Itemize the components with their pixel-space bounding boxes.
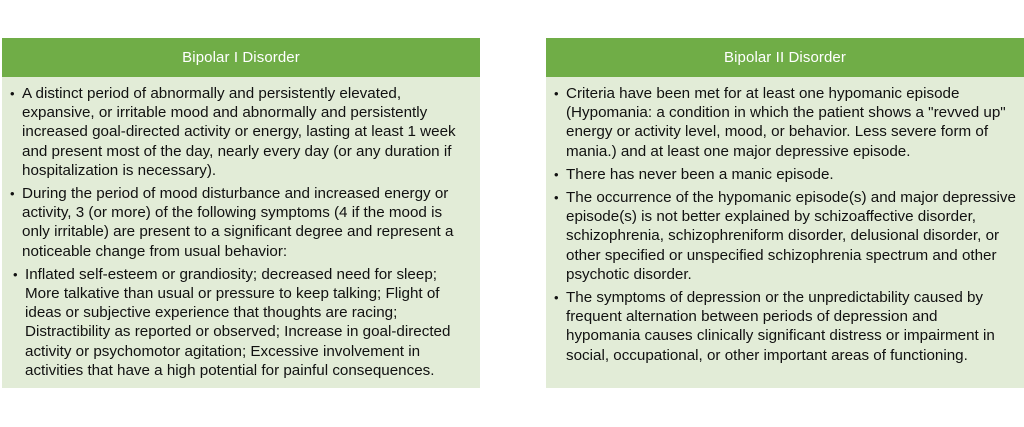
bullet-icon: • <box>554 86 559 101</box>
sub-list-item <box>13 265 472 380</box>
list-item-text: There has never been a manic episode. <box>566 165 834 183</box>
bullet-icon: • <box>554 166 559 182</box>
list-item-text: Criteria have been met for at least one hypomanic episode (Hypomania: a condition in which the patient shows a "revved up" energy or activity level, mood, or behavior. Less severe form of mania.) and at least one major depressive episode. <box>566 85 1006 160</box>
list-item <box>554 84 1016 161</box>
list-item-text: A distinct period of abnormally and persistently elevated, expansive, or irritable mood and abnormally and persistently increased goal-directed activity or energy, lasting at least 1 week and present most of the day, nearly every day (or any duration if hospitalization is necessary). <box>22 85 456 179</box>
sub-list-item-text: Inflated self-esteem or grandiosity; decreased need for sleep; More talkative than usual or pressure to keep talking; Flight of ideas or subjective experience that thoughts are racing; Distractibility as reported or observed; Increase in goal-directed activity or psychomotor agitation; Excessive involvement in activities that have a high potential for painful consequences. <box>25 265 451 379</box>
bullet-icon: • <box>10 86 15 101</box>
list-item-text: The symptoms of depression or the unpredictability caused by frequent alternation between periods of depression and hypomania causes clinically significant distress or impairment in social, occupational, or other important areas of functioning. <box>566 289 995 364</box>
list-item <box>554 165 1016 184</box>
list-item-text: The occurrence of the hypomanic episode(s) and major depressive episode(s) is not better explained by schizoaffective disorder, schizophrenia, schizophreniform disorder, delusional disorder, or other specified or unspecified schizophrenia spectrum and other psychotic disorder. <box>566 189 1016 283</box>
bipolar-ii-body <box>546 77 1024 365</box>
list-item <box>554 188 1016 284</box>
list-item <box>10 84 472 180</box>
bipolar-ii-panel <box>546 38 1024 388</box>
bullet-icon: • <box>554 290 559 306</box>
bullet-icon: • <box>13 266 18 282</box>
list-item <box>554 288 1016 365</box>
bullet-icon: • <box>554 190 559 206</box>
bipolar-i-panel <box>2 38 480 388</box>
bipolar-ii-title: Bipolar II Disorder <box>546 38 1024 77</box>
list-item <box>10 184 472 261</box>
list-item-text: During the period of mood disturbance and increased energy or activity, 3 (or more) of the following symptoms (4 if the mood is only irritable) are present to a significant degree and represent a noticeable change from usual behavior: <box>22 185 454 260</box>
bipolar-i-title: Bipolar I Disorder <box>2 38 480 77</box>
bullet-icon: • <box>10 186 15 202</box>
bipolar-i-body <box>2 77 480 380</box>
